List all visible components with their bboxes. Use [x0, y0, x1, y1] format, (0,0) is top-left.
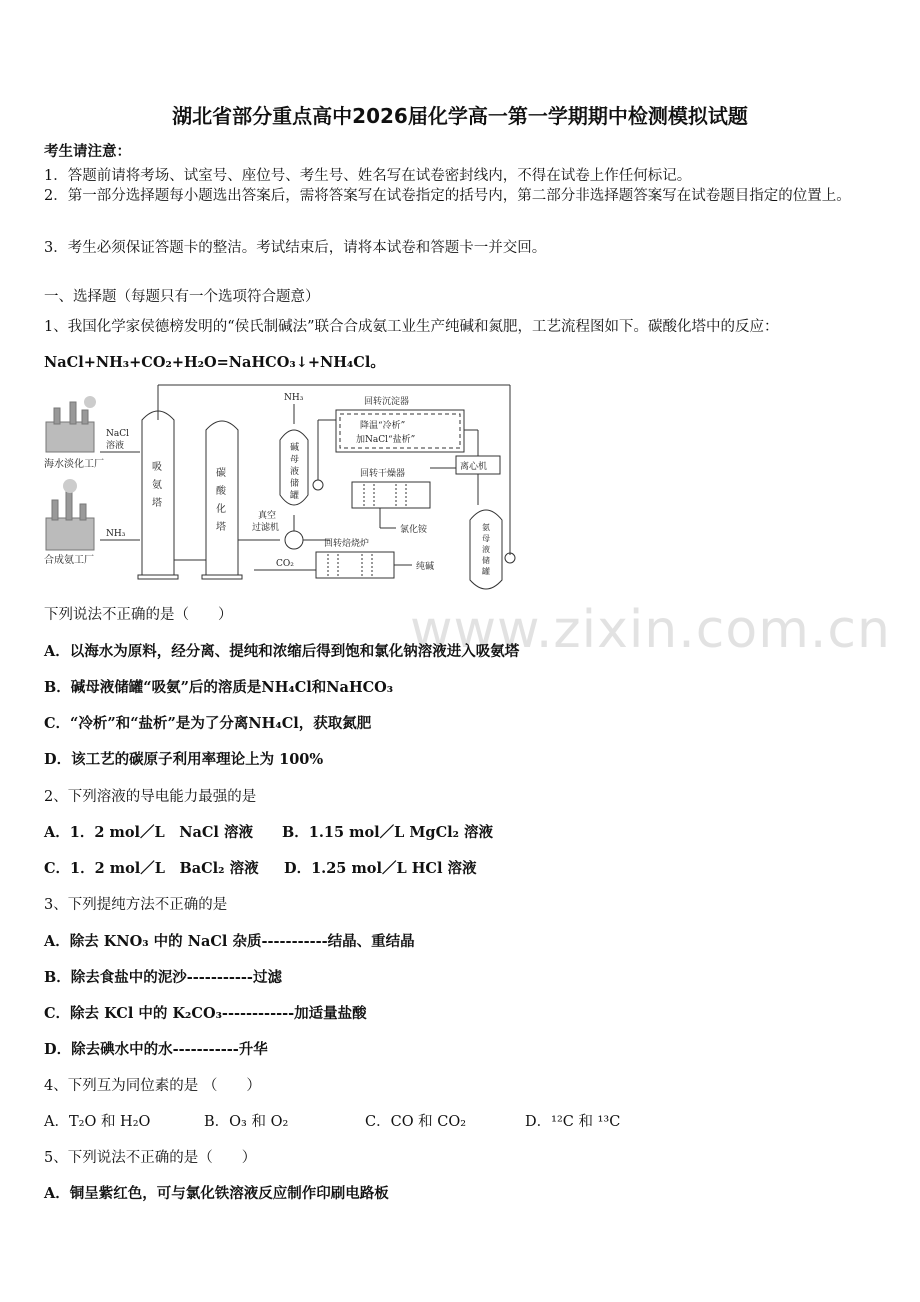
- notice-heading: 考生请注意：: [44, 143, 131, 160]
- svg-text:过滤机: 过滤机: [252, 523, 280, 533]
- svg-text:纯碱: 纯碱: [416, 562, 435, 572]
- question-1-stem: 1、我国化学家侯德榜发明的“侯氏制碱法”联合合成氨工业生产纯碱和氮肥，工艺流程图如下。碳酸化塔中的反应：: [44, 319, 779, 335]
- option: C．CO 和 CO₂: [365, 1114, 467, 1130]
- notice-item: 2．第一部分选择题每小题选出答案后，需将答案写在试卷指定的括号内，第二部分非选择题答案写在试卷题目指定的位置上。: [44, 188, 851, 204]
- option: B．除去食盐中的泥沙-----------过滤: [44, 969, 282, 986]
- svg-text:NaCl: NaCl: [106, 429, 130, 439]
- option: D．1.25 mol／L HCl 溶液: [284, 860, 477, 877]
- page-title: 湖北省部分重点高中2026届化学高一第一学期期中检测模拟试题: [172, 104, 748, 128]
- svg-text:吸: 吸: [152, 462, 162, 473]
- svg-text:真空: 真空: [258, 511, 277, 521]
- svg-text:塔: 塔: [216, 522, 226, 533]
- svg-text:碱: 碱: [290, 443, 300, 453]
- option: A．铜呈紫红色，可与氯化铁溶液反应制作印刷电路板: [44, 1185, 389, 1202]
- svg-text:酸: 酸: [216, 486, 226, 497]
- option: A．T₂O 和 H₂O: [44, 1114, 151, 1130]
- svg-text:NH₃: NH₃: [106, 529, 126, 539]
- svg-text:罐: 罐: [482, 567, 490, 576]
- svg-text:氨: 氨: [482, 523, 490, 532]
- notice-item: 1．答题前请将考场、试室号、座位号、考生号、姓名写在试卷密封线内，不得在试卷上作任何标记。: [44, 168, 692, 184]
- question-3-stem: 3、下列提纯方法不正确的是: [44, 897, 228, 913]
- svg-text:碳: 碳: [216, 468, 226, 479]
- svg-text:加NaCl“盐析”: 加NaCl“盐析”: [356, 435, 416, 445]
- svg-text:降温“冷析”: 降温“冷析”: [360, 421, 406, 431]
- svg-text:离心机: 离心机: [460, 462, 488, 472]
- svg-text:回转焙烧炉: 回转焙烧炉: [324, 539, 370, 549]
- svg-text:液: 液: [482, 545, 490, 554]
- question-2-stem: 2、下列溶液的导电能力最强的是: [44, 789, 257, 805]
- option: B．1.15 mol／L MgCl₂ 溶液: [282, 824, 494, 841]
- svg-text:储: 储: [290, 479, 300, 489]
- svg-text:NH₃: NH₃: [284, 393, 304, 403]
- svg-text:氨: 氨: [152, 480, 162, 491]
- plant2-label: 合成氨工厂: [44, 555, 94, 566]
- seawater-plant-icon: [46, 396, 96, 452]
- option: D．除去碘水中的水-----------升华: [44, 1041, 268, 1058]
- svg-text:母: 母: [290, 455, 300, 465]
- option: C．“冷析”和“盐析”是为了分离NH₄Cl，获取氮肥: [44, 715, 372, 732]
- option: D．该工艺的碳原子利用率理论上为 100%: [44, 751, 324, 768]
- option: D．¹²C 和 ¹³C: [525, 1114, 621, 1130]
- question-4-stem: 4、下列互为同位素的是 （ ）: [44, 1078, 261, 1094]
- question-1-prompt: 下列说法不正确的是（ ）: [44, 607, 233, 623]
- notice-item: 3．考生必须保证答题卡的整洁。考试结束后，请将本试卷和答题卡一并交回。: [44, 240, 547, 256]
- question-5-stem: 5、下列说法不正确的是（ ）: [44, 1150, 257, 1166]
- svg-text:储: 储: [482, 556, 490, 565]
- svg-text:氯化铵: 氯化铵: [400, 525, 428, 535]
- plant1-label: 海水淡化工厂: [44, 459, 104, 470]
- svg-text:罐: 罐: [290, 491, 300, 501]
- option: B．O₃ 和 O₂: [204, 1114, 289, 1130]
- svg-text:CO₂: CO₂: [276, 559, 294, 569]
- svg-text:化: 化: [216, 504, 226, 515]
- question-1-equation: NaCl+NH₃+CO₂+H₂O=NaHCO₃↓+NH₄Cl。: [44, 354, 385, 371]
- option: A．1．2 mol／L NaCl 溶液: [44, 824, 253, 841]
- svg-text:液: 液: [290, 467, 300, 477]
- option: A．除去 KNO₃ 中的 NaCl 杂质-----------结晶、重结晶: [44, 933, 415, 950]
- option: C．1．2 mol／L BaCl₂ 溶液: [44, 860, 259, 877]
- option: A．以海水为原料，经分离、提纯和浓缩后得到饱和氯化钠溶液进入吸氨塔: [44, 643, 520, 660]
- section-heading: 一、选择题（每题只有一个选项符合题意）: [44, 289, 320, 305]
- option: B．碱母液储罐“吸氨”后的溶质是NH₄Cl和NaHCO₃: [44, 679, 394, 696]
- svg-text:回转干燥器: 回转干燥器: [360, 469, 406, 479]
- ammonia-plant-icon: [46, 479, 94, 550]
- svg-text:塔: 塔: [152, 498, 162, 509]
- process-flow-diagram: [40, 380, 520, 599]
- svg-text:溶液: 溶液: [106, 441, 125, 451]
- svg-text:母: 母: [482, 534, 490, 543]
- svg-text:回转沉淀器: 回转沉淀器: [364, 397, 410, 407]
- watermark: www.zixin.com.cn: [410, 600, 891, 660]
- option: C．除去 KCl 中的 K₂CO₃------------加适量盐酸: [44, 1005, 367, 1022]
